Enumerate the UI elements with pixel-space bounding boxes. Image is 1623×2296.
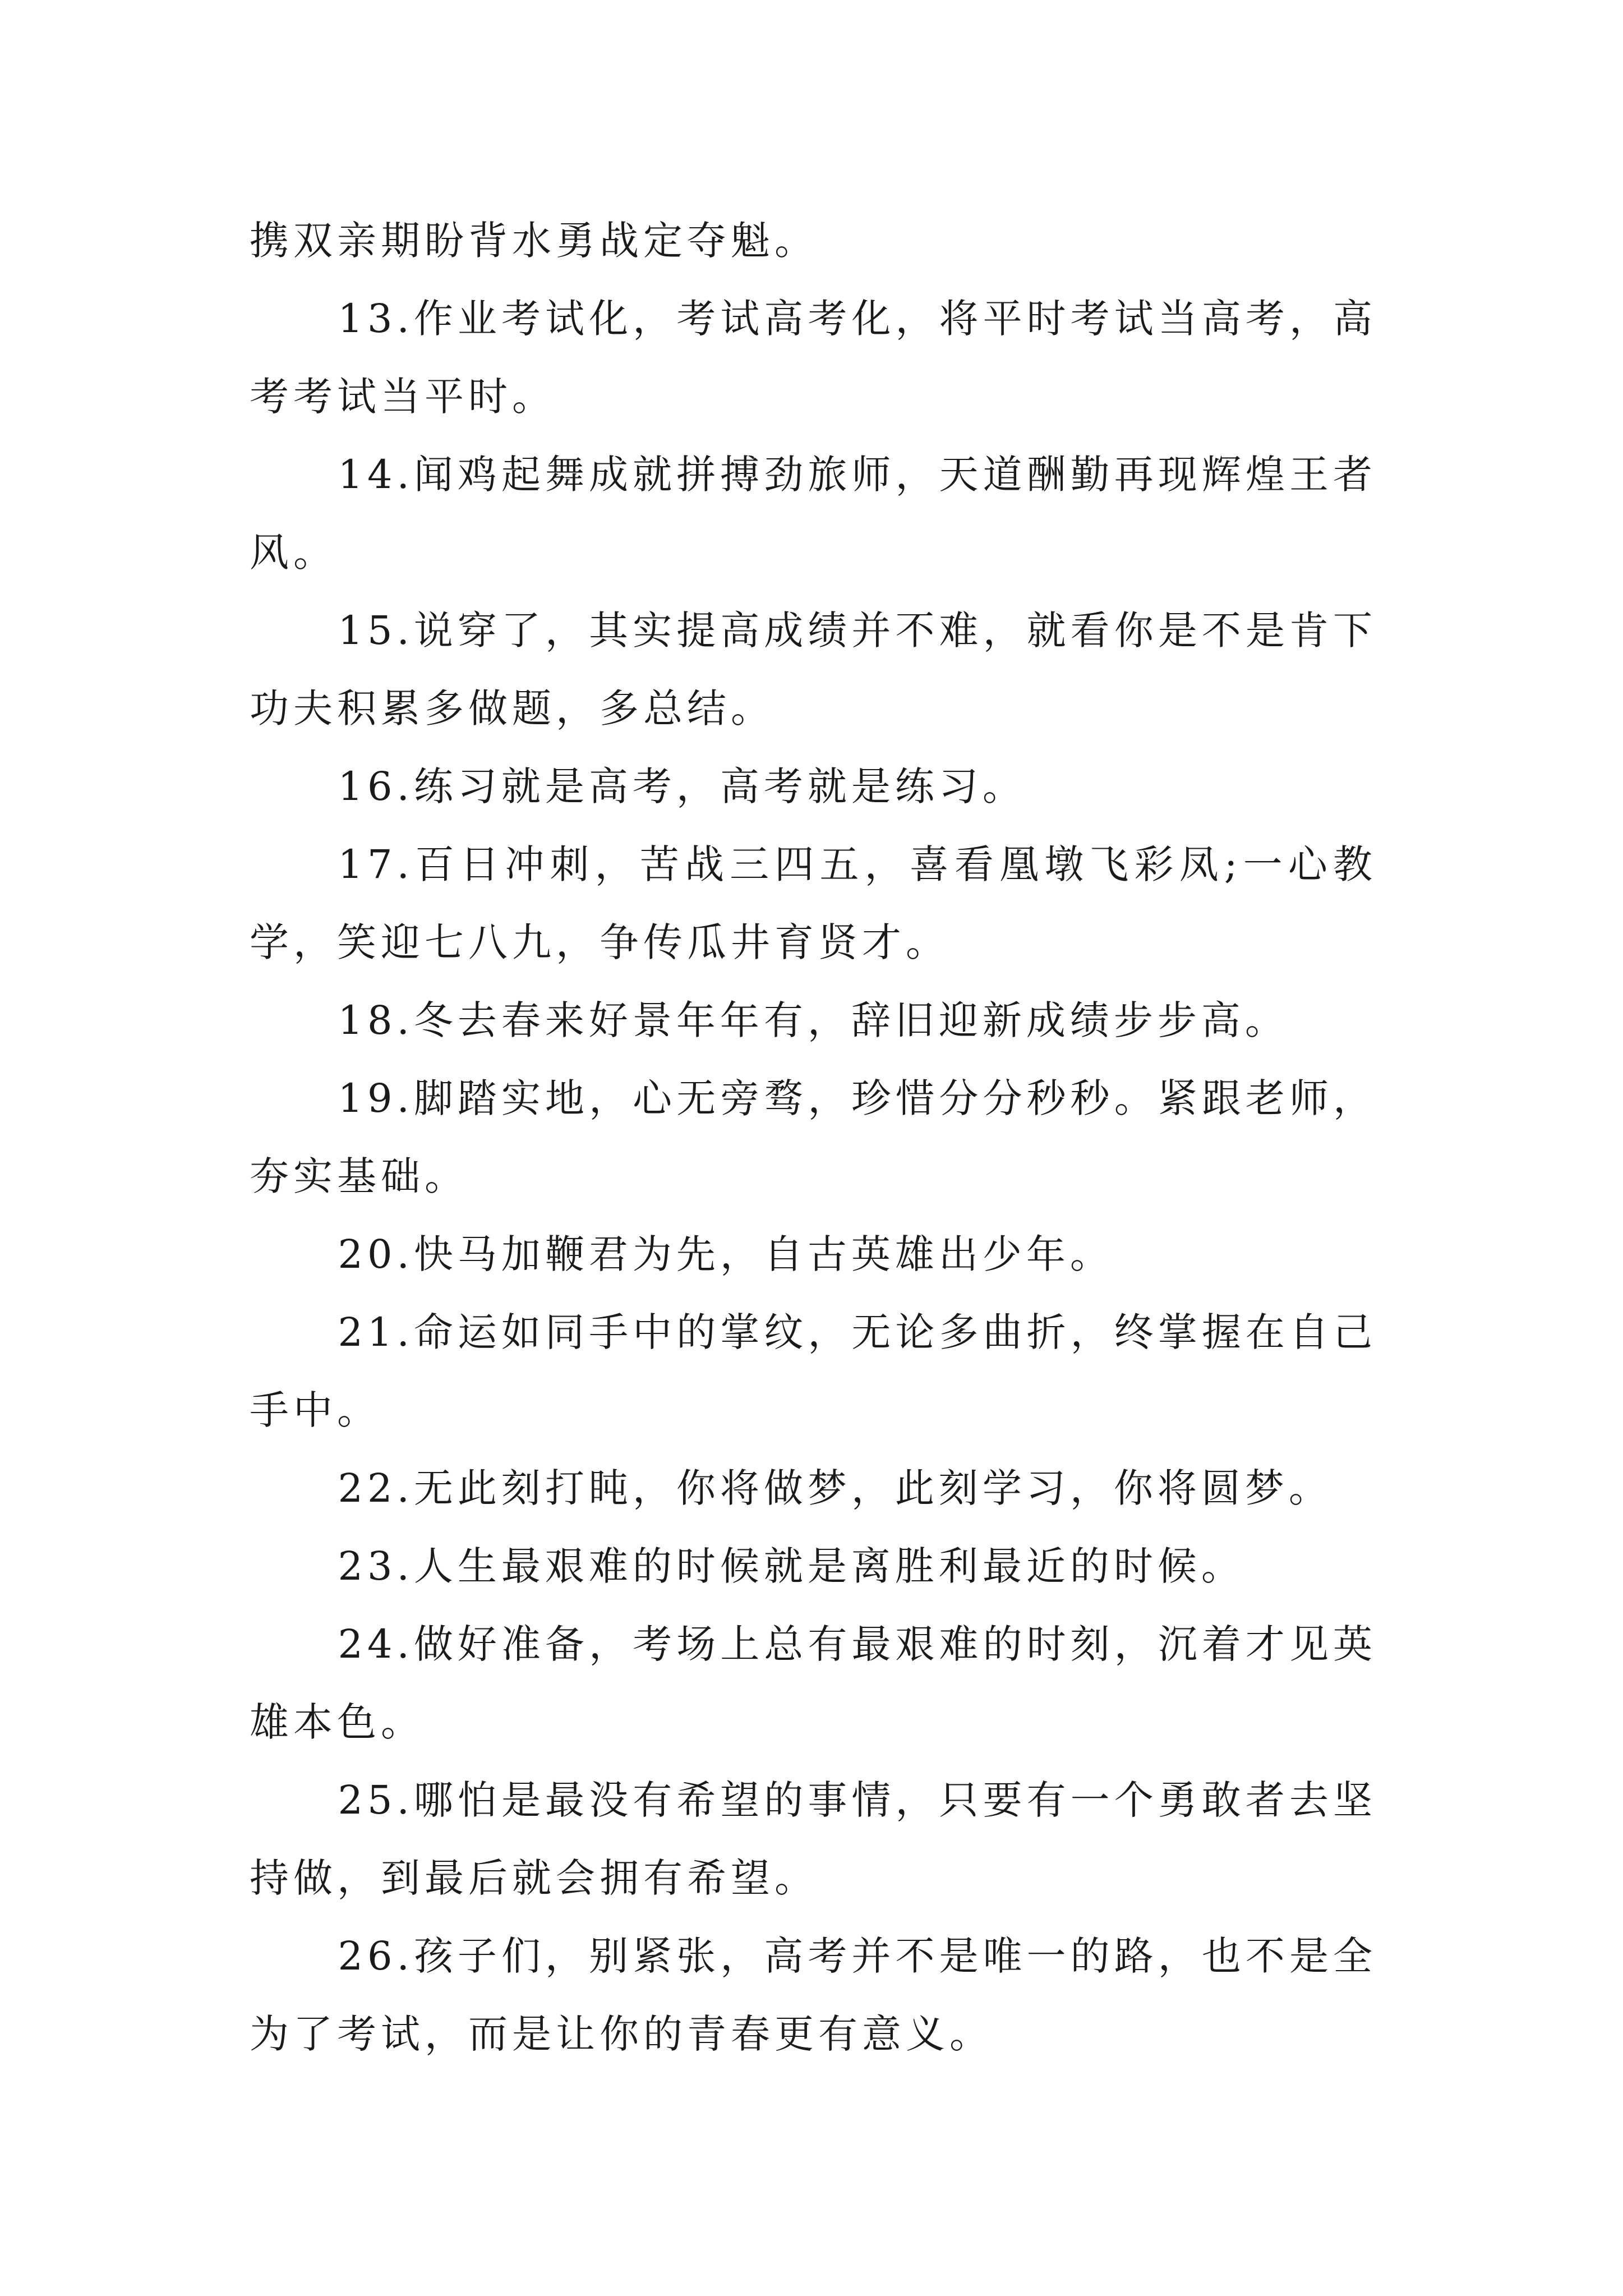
- document-body: [250, 202, 1377, 2073]
- paragraph-item-22: 22.无此刻打盹，你将做梦，此刻学习，你将圆梦。: [338, 1465, 1332, 1511]
- paragraph-item-14: 14.闻鸡起舞成就拼搏劲旅师，天道酬勤再现辉煌王者风。: [250, 452, 1377, 576]
- paragraph-item-25: 25.哪怕是最没有希望的事情，只要有一个勇敢者去坚持做，到最后就会拥有希望。: [250, 1777, 1377, 1901]
- paragraph-continuation: 携双亲期盼背水勇战定夺魁。: [250, 218, 818, 264]
- paragraph-item-23: 23.人生最艰难的时候就是离胜利最近的时候。: [338, 1543, 1245, 1589]
- paragraph-item-13: 13.作业考试化，考试高考化，将平时考试当高考，高考考试当平时。: [250, 296, 1377, 420]
- paragraph-item-18: 18.冬去春来好景年年有，辞旧迎新成绩步步高。: [338, 997, 1289, 1043]
- paragraph-item-21: 21.命运如同手中的掌纹，无论多曲折，终掌握在自己手中。: [250, 1309, 1377, 1433]
- paragraph-item-19: 19.脚踏实地，心无旁骛，珍惜分分秒秒。紧跟老师，夯实基础。: [250, 1075, 1377, 1199]
- paragraph-item-15: 15.说穿了，其实提高成绩并不难，就看你是不是肯下功夫积累多做题，多总结。: [250, 608, 1377, 731]
- paragraph-item-26: 26.孩子们，别紧张，高考并不是唯一的路，也不是全为了考试，而是让你的青春更有意义。: [250, 1933, 1377, 2057]
- paragraph-item-20: 20.快马加鞭君为先，自古英雄出少年。: [338, 1231, 1114, 1277]
- paragraph-item-17: 17.百日冲刺，苦战三四五，喜看凰墩飞彩凤;一心教学，笑迎七八九，争传瓜井育贤才。: [250, 841, 1377, 965]
- paragraph-item-16: 16.练习就是高考，高考就是练习。: [338, 763, 1026, 809]
- paragraph-item-24: 24.做好准备，考场上总有最艰难的时刻，沉着才见英雄本色。: [250, 1621, 1377, 1745]
